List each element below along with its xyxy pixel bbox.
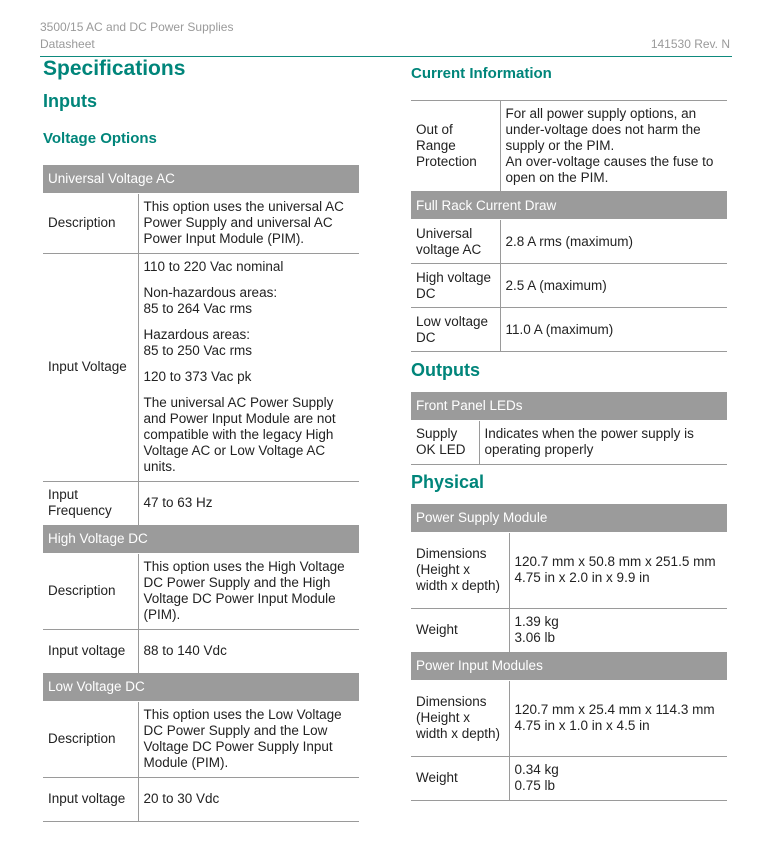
- row-label: Description: [43, 193, 138, 253]
- peak-voltage: 120 to 373 Vac pk: [143, 369, 252, 384]
- band-front-panel-leds: [411, 392, 727, 420]
- weight-imperial: 0.75 lb: [514, 778, 556, 793]
- table-row: [43, 553, 359, 629]
- row-value: [509, 680, 727, 756]
- row-value: This option uses the universal AC Power Supply and universal AC Power Input Module (PIM).: [138, 193, 359, 253]
- table-row: [411, 532, 727, 608]
- table-row: [43, 777, 359, 821]
- row-label: Dimensions (Height x width x depth): [411, 680, 509, 756]
- row-label: Low voltage DC: [411, 308, 500, 352]
- dimensions-imperial: 4.75 in x 1.0 in x 4.5 in: [514, 718, 650, 733]
- table-row: [43, 253, 359, 481]
- nonhazardous-label: Non-hazardous areas:: [143, 285, 278, 300]
- row-value: 20 to 30 Vdc: [138, 777, 359, 821]
- table-row: [411, 680, 727, 756]
- band-high-voltage-dc: [43, 525, 359, 553]
- current-information-table: [411, 100, 727, 352]
- table-row: [411, 756, 727, 800]
- row-value: [138, 253, 359, 481]
- band-universal-voltage-ac: [43, 165, 359, 193]
- voltage-options-table: [43, 165, 359, 822]
- nominal-voltage: 110 to 220 Vac nominal: [143, 259, 284, 274]
- row-value: 47 to 63 Hz: [138, 481, 359, 525]
- nonhazardous-value: 85 to 264 Vac rms: [143, 301, 253, 316]
- band-full-rack-current-draw: [411, 192, 727, 220]
- row-label: Input Voltage: [43, 253, 138, 481]
- table-row: [43, 701, 359, 777]
- undervoltage-text: For all power supply options, an under-voltage does not harm the supply or the PIM.: [505, 106, 701, 153]
- row-value: This option uses the High Voltage DC Power Supply and the High Voltage DC Power Input Module (PIM).: [138, 553, 359, 629]
- row-value: 2.8 A rms (maximum): [500, 220, 727, 264]
- compatibility-note: The universal AC Power Supply and Power Input Module are not compatible with the legacy High Voltage AC or Low Voltage AC units.: [143, 395, 336, 474]
- band-label: High Voltage DC: [43, 525, 359, 553]
- row-label: Description: [43, 553, 138, 629]
- table-row: [411, 101, 727, 192]
- row-label: Input Frequency: [43, 481, 138, 525]
- band-label: Power Supply Module: [411, 504, 727, 532]
- heading-outputs: Outputs: [411, 360, 480, 380]
- row-label: Description: [43, 701, 138, 777]
- table-row: [411, 420, 727, 464]
- row-label: Weight: [411, 756, 509, 800]
- heading-inputs: Inputs: [43, 91, 97, 111]
- hazardous-label: Hazardous areas:: [143, 327, 251, 342]
- band-label: Full Rack Current Draw: [411, 192, 727, 220]
- weight-metric: 0.34 kg: [514, 762, 559, 777]
- band-label: Power Input Modules: [411, 652, 727, 680]
- outputs-table: [411, 392, 727, 465]
- band-label: Low Voltage DC: [43, 673, 359, 701]
- row-label: Dimensions (Height x width x depth): [411, 532, 509, 608]
- dimensions-metric: 120.7 mm x 25.4 mm x 114.3 mm: [514, 702, 715, 717]
- row-value: 2.5 A (maximum): [500, 264, 727, 308]
- row-value: [500, 101, 727, 192]
- table-row: [411, 264, 727, 308]
- table-row: [411, 308, 727, 352]
- band-power-supply-module: [411, 504, 727, 532]
- table-row: [411, 608, 727, 652]
- row-value: [509, 608, 727, 652]
- table-row: [43, 481, 359, 525]
- weight-imperial: 3.06 lb: [514, 630, 556, 645]
- table-row: [43, 193, 359, 253]
- row-label: Input voltage: [43, 777, 138, 821]
- row-value: [509, 756, 727, 800]
- row-value: This option uses the Low Voltage DC Power Supply and the Low Voltage DC Power Supply Input Module (PIM).: [138, 701, 359, 777]
- section-title-specifications: Specifications: [43, 57, 186, 80]
- heading-voltage-options: Voltage Options: [43, 130, 157, 147]
- page-header: [40, 20, 732, 57]
- table-row: [43, 629, 359, 673]
- row-label: High voltage DC: [411, 264, 500, 308]
- document-type: Datasheet: [40, 37, 95, 51]
- table-row: [411, 220, 727, 264]
- heading-physical: Physical: [411, 472, 485, 492]
- document-number: 141530 Rev. N: [650, 37, 730, 51]
- dimensions-imperial: 4.75 in x 2.0 in x 9.9 in: [514, 570, 650, 585]
- row-value: 88 to 140 Vdc: [138, 629, 359, 673]
- band-power-input-modules: [411, 652, 727, 680]
- band-label: Front Panel LEDs: [411, 392, 727, 420]
- row-label: Input voltage: [43, 629, 138, 673]
- hazardous-value: 85 to 250 Vac rms: [143, 343, 253, 358]
- row-value: Indicates when the power supply is operating properly: [479, 420, 727, 464]
- row-label: Weight: [411, 608, 509, 652]
- weight-metric: 1.39 kg: [514, 614, 559, 629]
- row-value: 11.0 A (maximum): [500, 308, 727, 352]
- dimensions-metric: 120.7 mm x 50.8 mm x 251.5 mm: [514, 554, 716, 569]
- row-value: [509, 532, 727, 608]
- document-title: 3500/15 AC and DC Power Supplies: [40, 20, 234, 34]
- row-label: Supply OK LED: [411, 420, 479, 464]
- band-label: Universal Voltage AC: [43, 165, 359, 193]
- overvoltage-text: An over-voltage causes the fuse to open on the PIM.: [505, 154, 714, 185]
- physical-table: [411, 504, 727, 801]
- band-low-voltage-dc: [43, 673, 359, 701]
- row-label: Out of Range Protection: [411, 101, 500, 192]
- row-label: Universal voltage AC: [411, 220, 500, 264]
- heading-current-information: Current Information: [411, 65, 552, 82]
